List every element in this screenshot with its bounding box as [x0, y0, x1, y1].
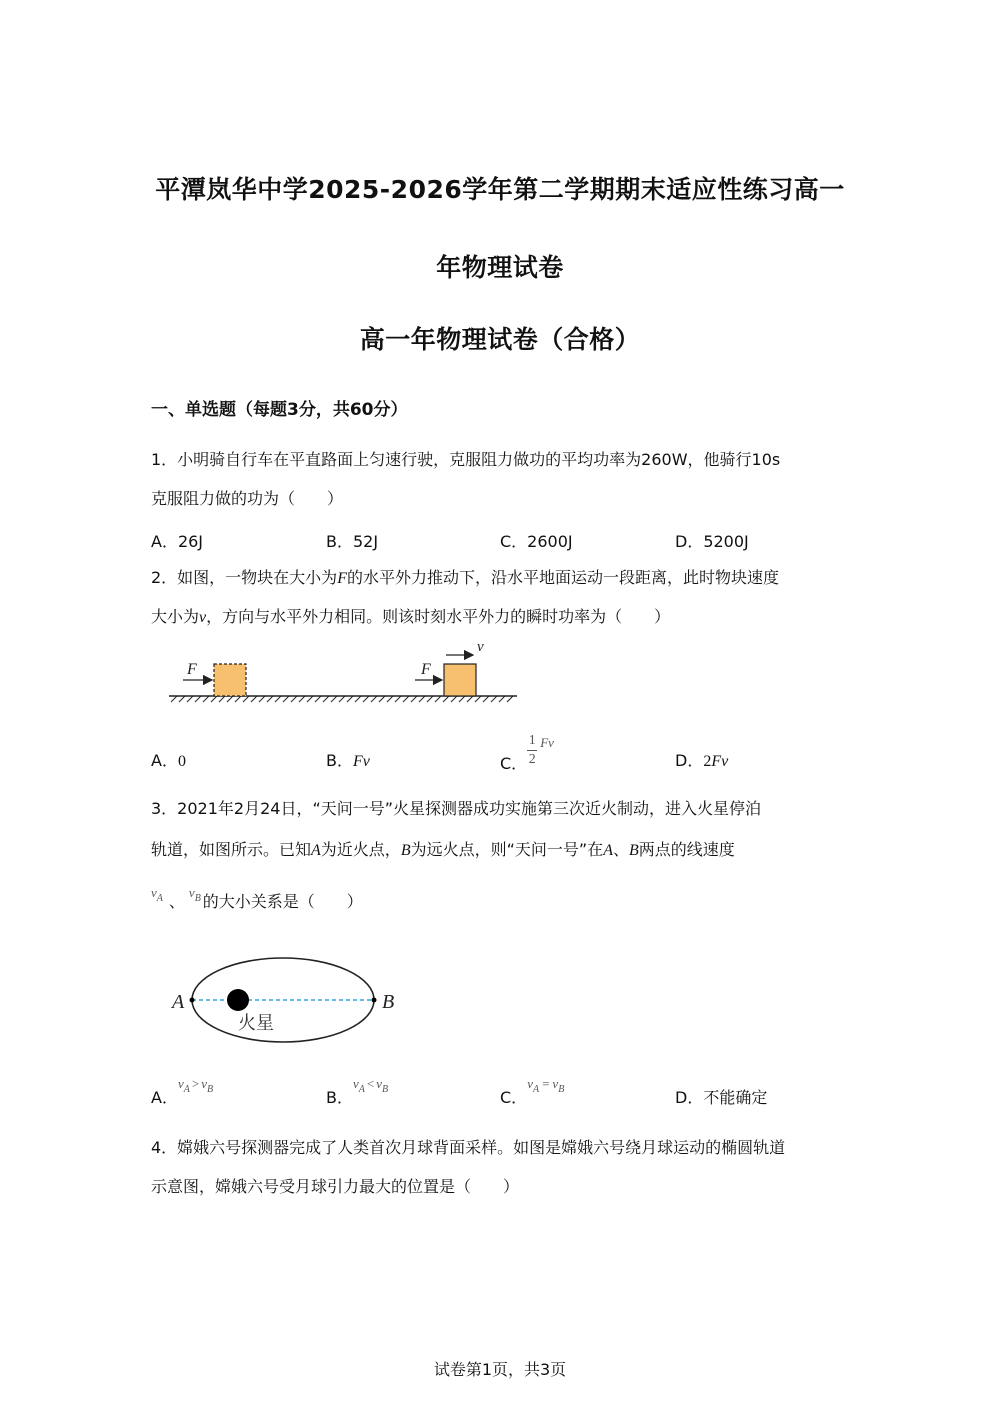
q2-text: ，方向与水平外力相同。则该时刻水平外力的瞬时功率为（ ） [206, 607, 671, 626]
q2-line2 [151, 607, 851, 628]
q3-line3 [151, 885, 851, 915]
q2-symbol-v: v [199, 609, 207, 626]
point-a-symbol: A [311, 842, 321, 859]
q3-option-c[interactable] [500, 1070, 565, 1107]
q3-option-a[interactable] [151, 1070, 214, 1107]
q1-option-c[interactable]: C．2600J [500, 532, 573, 551]
subscript-b: B [382, 1084, 389, 1095]
q1-line2: 克服阻力做的功为（ ） [151, 489, 344, 508]
velocity-symbol: v [527, 1076, 533, 1091]
velocity-symbol: v [352, 1076, 359, 1091]
option-label: C． [500, 1088, 528, 1107]
force-label-left: F [187, 661, 197, 678]
q3-text: 为远火点，则“天问一号”在 [410, 840, 604, 859]
exam-title-line1: 平潭岚华中学2025-2026学年第二学期期末适应性练习高一 [155, 175, 845, 204]
q3-text: 、 [612, 840, 629, 859]
q3-option-b[interactable] [326, 1070, 389, 1107]
option-value: 0 [177, 753, 186, 770]
mars-label: 火星 [238, 1013, 274, 1034]
q1-option-a[interactable]: A．26J [151, 532, 204, 551]
q2-option-b[interactable] [326, 748, 370, 771]
point-b-dot [372, 998, 377, 1003]
point-a-dot [190, 998, 195, 1003]
subscript-a: A [156, 893, 163, 904]
section-heading: 一、单选题（每题3分，共60分） [151, 400, 408, 420]
option-label: B． [326, 1088, 353, 1107]
velocity-label: v [477, 639, 484, 655]
exam-title-line2: 年物理试卷 [436, 253, 564, 282]
q1-option-b[interactable]: B．52J [326, 532, 379, 551]
point-b-label: B [382, 991, 395, 1013]
point-a-label: A [172, 991, 185, 1013]
option-label: A． [151, 1088, 178, 1107]
fraction-denominator: 2 [528, 752, 536, 767]
q3-text: 、 [168, 892, 185, 911]
option-label: A． [151, 751, 178, 770]
velocity-symbol: v [188, 885, 195, 900]
q3-text: 为近火点， [320, 840, 401, 859]
q2-text: 大小为 [151, 607, 200, 626]
q2-option-c[interactable] [500, 733, 554, 773]
q3-text: 的大小关系是（ ） [202, 892, 363, 911]
point-a-symbol: A [603, 842, 613, 859]
q2-line1 [151, 568, 851, 589]
point-b-symbol: B [400, 842, 411, 859]
option-value: Fv [352, 753, 370, 770]
relation: = [542, 1076, 550, 1091]
velocity-symbol: v [552, 1076, 559, 1091]
block-final [444, 664, 476, 696]
block-initial [214, 664, 246, 696]
exam-subtitle: 高一年物理试卷（合格） [359, 325, 641, 354]
q2-text: 的水平外力推动下，沿水平地面运动一段距离，此时物块速度 [346, 568, 779, 587]
q3-line1: 3．2021年2月24日，“天问一号”火星探测器成功实施第三次近火制动，进入火星停泊 [151, 799, 762, 818]
ground-hatching [171, 696, 513, 702]
velocity-symbol: v [151, 885, 157, 900]
option-label: D． [675, 751, 704, 770]
mars-planet [227, 989, 249, 1011]
fraction-numerator: 1 [528, 733, 536, 748]
subscript-a: A [532, 1084, 540, 1095]
force-label-right: F [421, 661, 431, 678]
subscript-a: A [358, 1084, 365, 1095]
option-coef: 2 [703, 753, 712, 770]
subscript-a: A [183, 1084, 190, 1095]
point-b-symbol: B [628, 842, 639, 859]
q2-symbol-F: F [337, 570, 347, 587]
subscript-b: B [206, 1084, 214, 1095]
fraction-one-half [527, 734, 537, 767]
relation: < [366, 1076, 375, 1091]
page-footer: 试卷第1页，共3页 [433, 1360, 567, 1379]
q3-line2 [151, 840, 851, 861]
option-value: Fv [711, 753, 729, 770]
q3-option-d[interactable] [675, 1085, 767, 1108]
q3-text: 轨道，如图所示。已知 [151, 840, 312, 859]
option-label: D． [675, 1088, 704, 1107]
q4-line2: 示意图，嫦娥六号受月球引力最大的位置是（ ） [151, 1177, 520, 1196]
relation: > [191, 1076, 200, 1091]
q1-line1: 1．小明骑自行车在平直路面上匀速行驶，克服阻力做功的平均功率为260W，他骑行10s [151, 450, 781, 469]
velocity-symbol: v [376, 1076, 382, 1091]
q2-block-figure [165, 638, 525, 708]
q3-orbit-figure [168, 953, 408, 1048]
q2-option-a[interactable] [151, 748, 186, 771]
q2-option-d[interactable] [675, 748, 728, 771]
subscript-b: B [558, 1084, 565, 1095]
option-label: C． [500, 754, 528, 773]
option-label: B． [326, 751, 353, 770]
q2-text: 2．如图，一物块在大小为 [151, 568, 338, 587]
option-value: 不能确定 [703, 1088, 768, 1107]
option-value: Fv [540, 735, 554, 750]
q3-text: 两点的线速度 [638, 840, 735, 859]
q4-line1: 4．嫦娥六号探测器完成了人类首次月球背面采样。如图是嫦娥六号绕月球运动的椭圆轨道 [151, 1138, 786, 1157]
q1-option-d[interactable]: D．5200J [675, 532, 749, 551]
subscript-b: B [194, 893, 201, 904]
velocity-symbol: v [177, 1076, 184, 1091]
velocity-symbol: v [201, 1076, 207, 1091]
